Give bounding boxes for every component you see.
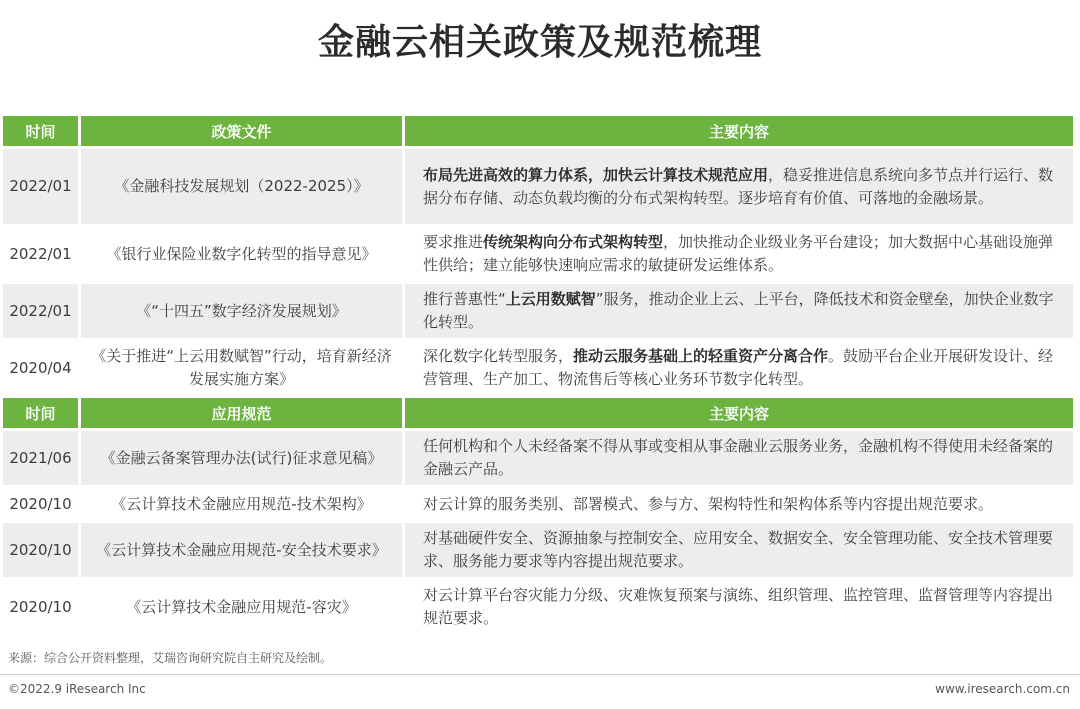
row1-time: 2022/01 bbox=[3, 149, 81, 224]
header2-time: 时间 bbox=[3, 398, 81, 428]
row5-time: 2021/06 bbox=[3, 431, 81, 485]
row6-time: 2020/10 bbox=[3, 488, 81, 520]
row5-content: 任何机构和个人未经备案不得从事或变相从事金融业云服务业务，金融机构不得使用未经备案的金融云产品。 bbox=[405, 431, 1073, 485]
row7-content: 对基础硬件安全、资源抽象与控制安全、应用安全、数据安全、安全管理功能、安全技术管理要求、服务能力要求等内容提出规范要求。 bbox=[405, 523, 1073, 577]
row6-doc: 《云计算技术金融应用规范-技术架构》 bbox=[81, 488, 405, 520]
header2-content: 主要内容 bbox=[405, 398, 1073, 428]
row1-content-text: ，稳妥推进信息系统向多节点并行运行、数据分布存储、动态负载均衡的分布式架构转型。逐步培育有价值、可落地的金融场景。 bbox=[423, 165, 1054, 207]
header-content: 主要内容 bbox=[405, 116, 1073, 146]
source-note: 来源：综合公开资料整理，艾瑞咨询研究院自主研究及绘制。 bbox=[8, 651, 333, 665]
row3-content-bold: 上云用数赋智 bbox=[505, 290, 596, 308]
row8-doc: 《云计算技术金融应用规范-容灾》 bbox=[81, 580, 405, 634]
row1-doc: 《金融科技发展规划（2022-2025）》 bbox=[81, 149, 405, 224]
row1-content bbox=[405, 149, 1073, 224]
row5-doc: 《金融云备案管理办法(试行)征求意见稿》 bbox=[81, 431, 405, 485]
row2-time: 2022/01 bbox=[3, 227, 81, 281]
row7-time: 2020/10 bbox=[3, 523, 81, 577]
header-time: 时间 bbox=[3, 116, 81, 146]
row7-doc: 《云计算技术金融应用规范-安全技术要求》 bbox=[81, 523, 405, 577]
header-policy-doc: 政策文件 bbox=[81, 116, 405, 146]
row4-content-pre: 深化数字化转型服务， bbox=[423, 347, 574, 365]
row3-doc: 《“十四五”数字经济发展规划》 bbox=[81, 284, 405, 338]
header2-spec: 应用规范 bbox=[81, 398, 405, 428]
row4-content bbox=[405, 341, 1073, 395]
row2-doc: 《银行业保险业数字化转型的指导意见》 bbox=[81, 227, 405, 281]
row8-content: 对云计算平台容灾能力分级、灾难恢复预案与演练、组织管理、监控管理、监督管理等内容提出规范要求。 bbox=[405, 580, 1073, 634]
row2-content-text: ，加快推动企业级业务平台建设；加大数据中心基础设施弹性供给；建立能够快速响应需求的敏捷研发运维体系。 bbox=[423, 233, 1054, 274]
row1-content-bold: 布局先进高效的算力体系，加快云计算技术规范应用 bbox=[423, 165, 769, 184]
row8-time: 2020/10 bbox=[3, 580, 81, 634]
site-url: www.iresearch.com.cn bbox=[935, 682, 1070, 696]
row4-content-bold: 推动云服务基础上的轻重资产分离合作 bbox=[573, 347, 829, 365]
row2-content bbox=[405, 227, 1073, 281]
page-title: 金融云相关政策及规范梳理 bbox=[317, 22, 762, 63]
row3-content-pre: 推行普惠性“ bbox=[423, 290, 506, 308]
row6-content: 对云计算的服务类别、部署模式、参与方、架构特性和架构体系等内容提出规范要求。 bbox=[405, 488, 1073, 520]
row3-content bbox=[405, 284, 1073, 338]
row3-content-text: ”服务，推动企业上云、上平台，降低技术和资金壁垒，加快企业数字化转型。 bbox=[423, 290, 1054, 331]
row4-doc: 《关于推进“上云用数赋智”行动，培育新经济发展实施方案》 bbox=[81, 341, 405, 395]
row4-time: 2020/04 bbox=[3, 341, 81, 395]
copyright: ©2022.9 iResearch Inc bbox=[8, 682, 146, 696]
policy-table bbox=[3, 116, 1073, 634]
footer-divider bbox=[0, 674, 1080, 675]
row3-time: 2022/01 bbox=[3, 284, 81, 338]
row2-content-bold: 传统架构向分布式架构转型 bbox=[483, 233, 664, 251]
row4-content-text: 。鼓励平台企业开展研发设计、经营管理、生产加工、物流售后等核心业务环节数字化转型。 bbox=[423, 347, 1054, 388]
row2-content-pre: 要求推进 bbox=[423, 233, 484, 251]
